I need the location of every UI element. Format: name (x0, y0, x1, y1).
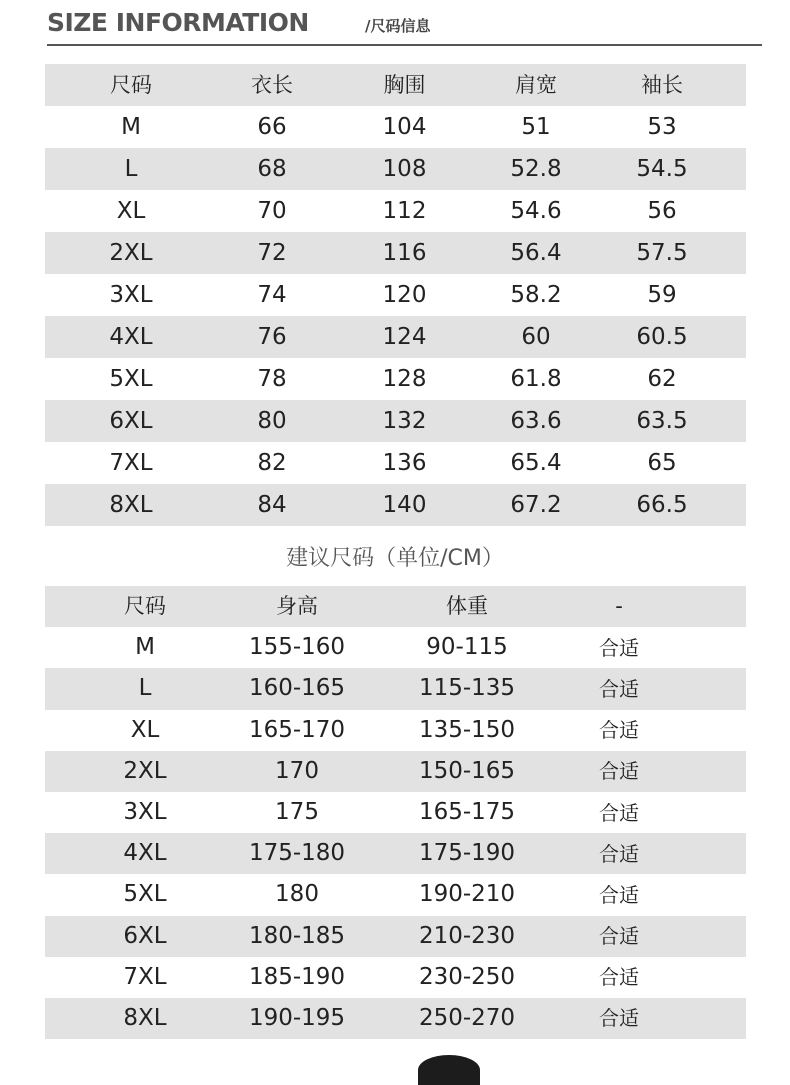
chest-cell: 120 (382, 281, 427, 308)
height-cell: 185-190 (248, 963, 346, 990)
shoulder-cell: 65.4 (510, 449, 562, 476)
column-header: 体重 (446, 594, 488, 619)
size-cell: 2XL (123, 757, 167, 784)
column-header: 胸围 (383, 72, 426, 97)
chest-cell: 124 (382, 323, 427, 350)
size-cell: XL (116, 197, 146, 224)
table-row (45, 484, 746, 526)
weight-cell: 165-175 (418, 799, 516, 826)
size-cell: 4XL (109, 323, 153, 350)
table-row (45, 957, 746, 998)
sleeve-cell: 54.5 (636, 155, 688, 182)
height-cell: 155-160 (248, 634, 346, 661)
size-cell: 7XL (123, 963, 167, 990)
height-cell: 170 (275, 757, 319, 784)
table-row (45, 792, 746, 833)
size-cell: M (121, 113, 141, 140)
shoulder-cell: 56.4 (510, 239, 562, 266)
length-cell: 66 (257, 113, 287, 140)
chest-cell: 136 (382, 449, 427, 476)
header-divider (47, 44, 762, 46)
fit-cell: 合适 (599, 676, 639, 701)
height-cell: 165-170 (248, 716, 346, 743)
column-header: 尺码 (110, 72, 152, 97)
length-cell: 78 (257, 365, 287, 392)
chest-cell: 112 (382, 197, 427, 224)
fit-cell: 合适 (599, 1006, 639, 1031)
table-row (45, 274, 746, 316)
shoulder-cell: 51 (521, 113, 551, 140)
column-header: 肩宽 (515, 72, 557, 97)
column-header: 衣长 (251, 72, 293, 97)
shoulder-cell: 61.8 (510, 365, 562, 392)
weight-cell: 250-270 (418, 1004, 516, 1031)
weight-cell: 175-190 (418, 840, 516, 867)
length-cell: 82 (257, 449, 287, 476)
column-header: - (615, 594, 623, 619)
length-cell: 84 (257, 491, 287, 518)
table-row (45, 833, 746, 874)
length-cell: 74 (257, 281, 287, 308)
sleeve-cell: 60.5 (636, 323, 688, 350)
table-row (45, 358, 746, 400)
shoulder-cell: 63.6 (510, 407, 562, 434)
size-cell: 3XL (109, 281, 153, 308)
length-cell: 76 (257, 323, 287, 350)
sleeve-cell: 63.5 (636, 407, 688, 434)
size-cell: 6XL (123, 922, 167, 949)
table-row (45, 627, 746, 668)
table-row (45, 442, 746, 484)
page-header (47, 6, 762, 46)
column-header: 袖长 (641, 72, 683, 97)
size-cell: 8XL (123, 1004, 167, 1031)
table-header-row (45, 64, 746, 106)
fit-cell: 合适 (599, 841, 639, 866)
table-header-row (45, 586, 746, 627)
sleeve-cell: 56 (647, 197, 677, 224)
size-cell: XL (130, 716, 160, 743)
shoulder-cell: 54.6 (510, 197, 562, 224)
size-cell: 6XL (109, 407, 153, 434)
title-english: SIZE INFORMATION (47, 8, 309, 37)
chest-cell: 116 (382, 239, 427, 266)
fit-cell: 合适 (599, 924, 639, 949)
table-row (45, 190, 746, 232)
height-cell: 175 (275, 799, 319, 826)
table-row (45, 668, 746, 709)
size-cell: 5XL (109, 365, 153, 392)
size-cell: 2XL (109, 239, 153, 266)
length-cell: 80 (257, 407, 287, 434)
table-row (45, 400, 746, 442)
table-row (45, 998, 746, 1039)
sleeve-cell: 53 (647, 113, 677, 140)
column-header: 身高 (276, 594, 318, 619)
table-row (45, 106, 746, 148)
table-row (45, 148, 746, 190)
size-cell: L (124, 155, 138, 182)
chest-cell: 132 (382, 407, 427, 434)
size-cell: 5XL (123, 881, 167, 908)
length-cell: 72 (257, 239, 287, 266)
table-row (45, 874, 746, 915)
chest-cell: 104 (382, 113, 427, 140)
fit-cell: 合适 (599, 965, 639, 990)
chest-cell: 108 (382, 155, 427, 182)
weight-cell: 150-165 (418, 757, 516, 784)
table-row (45, 751, 746, 792)
weight-cell: 210-230 (418, 922, 516, 949)
sleeve-cell: 66.5 (636, 491, 688, 518)
column-header: 尺码 (124, 594, 166, 619)
fit-cell: 合适 (599, 800, 639, 825)
length-cell: 68 (257, 155, 287, 182)
weight-cell: 190-210 (418, 881, 516, 908)
sleeve-cell: 65 (647, 449, 677, 476)
fit-cell: 合适 (599, 635, 639, 660)
recommend-table (45, 586, 746, 1039)
model-photo-edge (418, 1055, 480, 1085)
table-row (45, 316, 746, 358)
height-cell: 180-185 (248, 922, 346, 949)
table-row (45, 916, 746, 957)
size-cell: 4XL (123, 840, 167, 867)
weight-cell: 230-250 (418, 963, 516, 990)
size-cell: M (135, 634, 155, 661)
sleeve-cell: 57.5 (636, 239, 688, 266)
shoulder-cell: 52.8 (510, 155, 562, 182)
table-row (45, 710, 746, 751)
fit-cell: 合适 (599, 718, 639, 743)
height-cell: 175-180 (248, 840, 346, 867)
fit-cell: 合适 (599, 759, 639, 784)
sleeve-cell: 62 (647, 365, 677, 392)
weight-cell: 135-150 (418, 716, 516, 743)
shoulder-cell: 58.2 (510, 281, 562, 308)
height-cell: 190-195 (248, 1004, 346, 1031)
table-row (45, 232, 746, 274)
length-cell: 70 (257, 197, 287, 224)
weight-cell: 90-115 (426, 634, 508, 661)
size-cell: 3XL (123, 799, 167, 826)
size-table (45, 64, 746, 526)
sleeve-cell: 59 (647, 281, 677, 308)
height-cell: 180 (275, 881, 319, 908)
title-chinese: /尺码信息 (365, 17, 431, 35)
shoulder-cell: 67.2 (510, 491, 562, 518)
weight-cell: 115-135 (418, 675, 516, 702)
fit-cell: 合适 (599, 882, 639, 907)
size-cell: 8XL (109, 491, 153, 518)
shoulder-cell: 60 (521, 323, 551, 350)
size-cell: 7XL (109, 449, 153, 476)
recommend-caption: 建议尺码（单位/CM） (286, 546, 504, 571)
size-cell: L (138, 675, 152, 702)
chest-cell: 140 (382, 491, 427, 518)
chest-cell: 128 (382, 365, 427, 392)
height-cell: 160-165 (248, 675, 346, 702)
